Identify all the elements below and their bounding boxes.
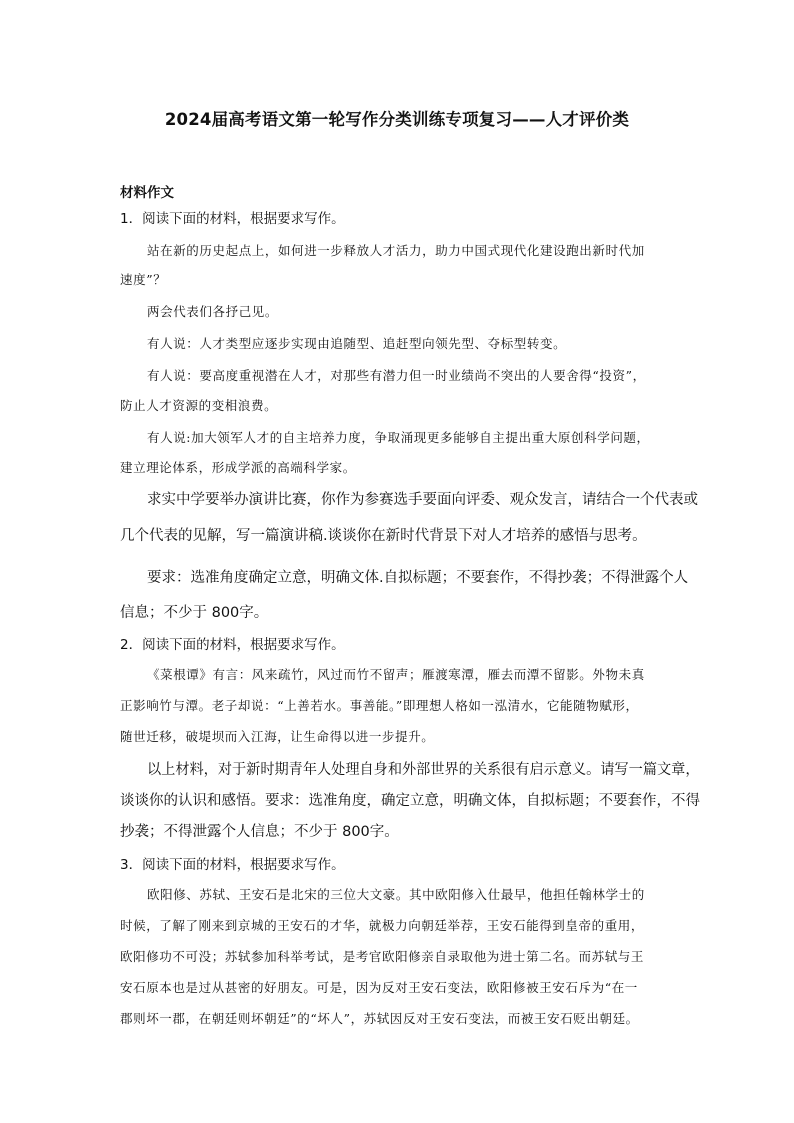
q1-line: 防止人才资源的变相浪费。 bbox=[120, 398, 278, 413]
section-heading: 材料作文 bbox=[120, 185, 174, 201]
q2-line: 正影响竹与潭。老子却说：“上善若水。事善能。”即理想人格如一泓清水，它能随物赋形， bbox=[120, 698, 639, 713]
q2-line: 抄袭；不得泄露个人信息；不少于 800字。 bbox=[120, 824, 399, 840]
q1-line: 有人说：要高度重视潜在人才，对那些有潜力但一时业绩尚不突出的人要舍得“投资”， bbox=[147, 368, 646, 383]
q1-requirement: 信息；不少于 800字。 bbox=[120, 605, 269, 621]
q3-line: 欧阳修、苏轼、王安石是北宋的三位大文豪。其中欧阳修入仕最早，他担任翰林学士的 bbox=[147, 887, 645, 902]
q3-line: 安石原本也是过从甚密的好朋友。可是，因为反对王安石变法，欧阳修被王安石斥为“在一 bbox=[120, 980, 638, 995]
q2-heading: 2．阅读下面的材料，根据要求写作。 bbox=[120, 637, 345, 653]
q3-heading: 3．阅读下面的材料，根据要求写作。 bbox=[120, 857, 345, 873]
q2-line: 谈谈你的认识和感悟。要求：选准角度，确定立意，明确文体，自拟标题；不要套作，不得 bbox=[120, 793, 700, 809]
q2-line: 《菜根谭》有言：风来疏竹，风过而竹不留声；雁渡寒潭，雁去而潭不留影。外物未真 bbox=[147, 667, 645, 682]
q1-heading: 1．阅读下面的材料，根据要求写作。 bbox=[120, 211, 345, 227]
q1-line: 站在新的历史起点上，如何进一步释放人才活力，助力中国式现代化建设跑出新时代加 bbox=[147, 243, 645, 258]
q1-line: 速度”？ bbox=[120, 272, 167, 287]
document-title: 2024届高考语文第一轮写作分类训练专项复习——人才评价类 bbox=[164, 110, 630, 129]
q1-line: 求实中学要举办演讲比赛，你作为参赛选手要面向评委、观众发言，请结合一个代表或 bbox=[147, 492, 698, 508]
q1-line: 几个代表的见解，写一篇演讲稿.谈谈你在新时代背景下对人才培养的感悟与思考。 bbox=[120, 528, 647, 544]
q3-line: 欧阳修功不可没；苏轼参加科举考试，是考官欧阳修亲自录取他为进士第二名。而苏轼与王 bbox=[120, 949, 645, 964]
q3-line: 时候，了解了刚来到京城的王安石的才华，就极力向朝廷举荐，王安石能得到皇帝的重用， bbox=[120, 918, 645, 933]
q1-line: 两会代表们各抒己见。 bbox=[147, 304, 279, 319]
q1-line: 建立理论体系，形成学派的高端科学家。 bbox=[120, 460, 356, 475]
q2-line: 以上材料，对于新时期青年人处理自身和外部世界的关系很有启示意义。请写一篇文章， bbox=[147, 762, 700, 778]
q1-requirement: 要求：选准角度确定立意，明确文体.自拟标题；不要套作，不得抄袭；不得泄露个人 bbox=[147, 570, 689, 586]
q1-line: 有人说：人才类型应逐步实现由追随型、追赶型向领先型、夺标型转变。 bbox=[147, 336, 567, 351]
q1-line: 有人说:加大领军人才的自主培养力度，争取涌现更多能够自主提出重大原创科学问题， bbox=[147, 430, 650, 445]
q2-line: 随世迁移，破堤坝而入江海，让生命得以进一步提升。 bbox=[120, 729, 435, 744]
q3-line: 郡则坏一郡，在朝廷则坏朝廷”的“坏人”，苏轼因反对王安石变法，而被王安石贬出朝廷。 bbox=[120, 1011, 639, 1026]
